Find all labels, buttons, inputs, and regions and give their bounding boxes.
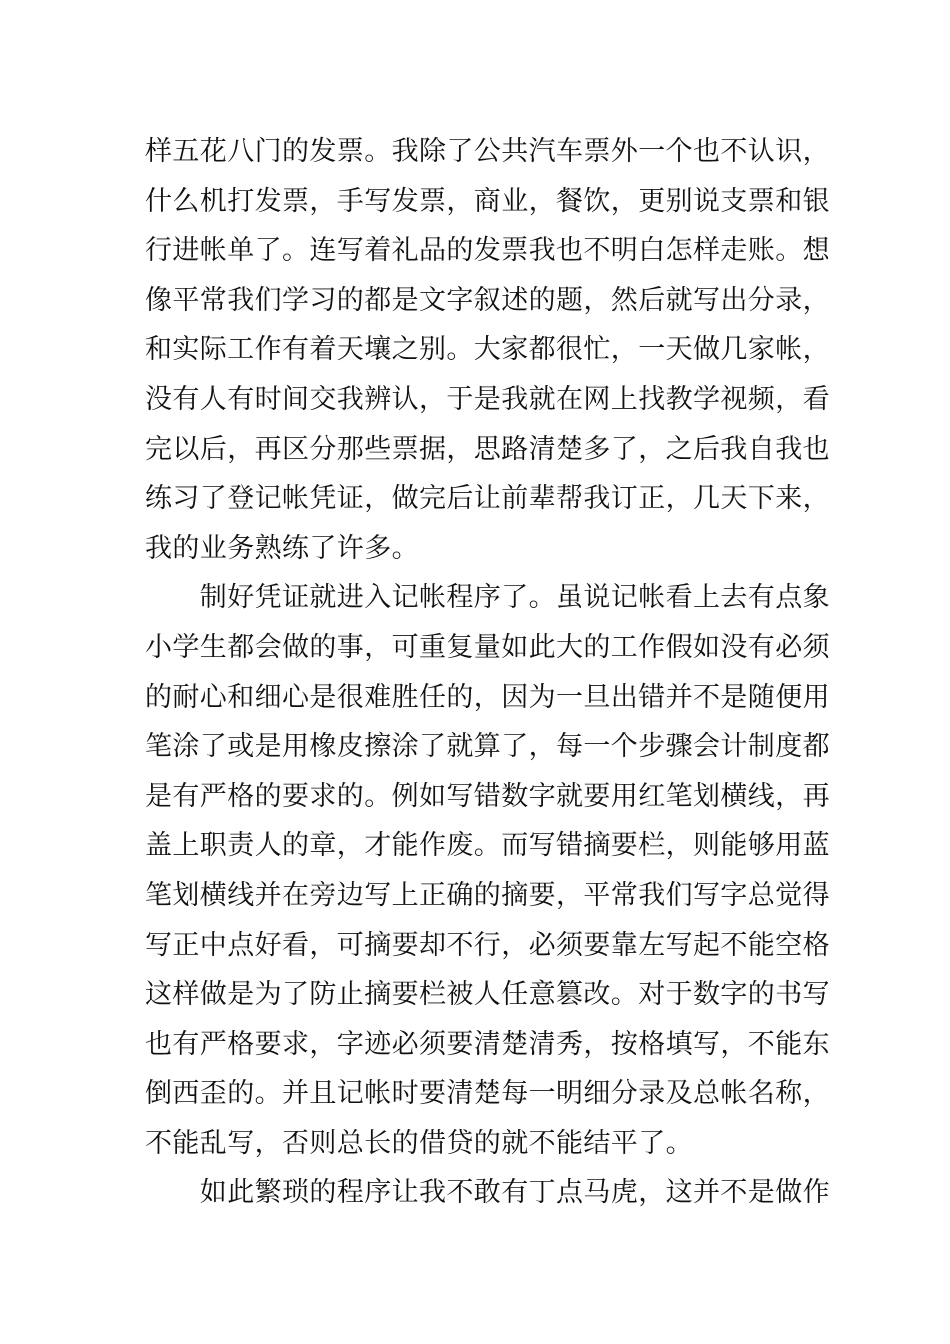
text-line: 笔划横线并在旁边写上正确的摘要，平常我们写字总觉得 (145, 879, 830, 911)
text-line: 的耐心和细心是很难胜任的，因为一旦出错并不是随便用 (145, 681, 830, 713)
text-line: 和实际工作有着天壤之别。大家都很忙，一天做几家帐， (145, 334, 830, 366)
text-line: 什么机打发票，手写发票，商业，餐饮，更别说支票和银 (145, 185, 830, 217)
text-line: 制好凭证就进入记帐程序了。虽说记帐看上去有点象 (145, 582, 830, 614)
text-line: 笔涂了或是用橡皮擦涂了就算了，每一个步骤会计制度都 (145, 731, 830, 763)
text-line: 也有严格要求，字迹必须要清楚清秀，按格填写，不能东 (145, 1028, 830, 1060)
text-line: 我的业务熟练了许多。 (145, 532, 419, 564)
text-line: 如此繁琐的程序让我不敢有丁点马虎，这并不是做作 (145, 1177, 830, 1209)
text-line: 样五花八门的发票。我除了公共汽车票外一个也不认识， (145, 136, 830, 167)
text-line: 盖上职责人的章，才能作废。而写错摘要栏，则能够用蓝 (145, 830, 830, 862)
text-line: 是有严格的要求的。例如写错数字就要用红笔划横线，再 (145, 780, 830, 812)
text-line: 练习了登记帐凭证，做完后让前辈帮我订正，几天下来， (145, 483, 830, 515)
text-line: 完以后，再区分那些票据，思路清楚多了，之后我自我也 (145, 433, 830, 465)
text-line: 这样做是为了防止摘要栏被人任意篡改。对于数字的书写 (145, 979, 830, 1011)
text-line: 小学生都会做的事，可重复量如此大的工作假如没有必须 (145, 631, 830, 663)
body-text (145, 127, 830, 1218)
text-line: 像平常我们学习的都是文字叙述的题，然后就写出分录， (145, 284, 830, 316)
text-line: 行进帐单了。连写着礼品的发票我也不明白怎样走账。想 (145, 235, 830, 267)
text-line: 不能乱写，否则总长的借贷的就不能结平了。 (145, 1127, 693, 1159)
text-line: 倒西歪的。并且记帐时要清楚每一明细分录及总帐名称， (145, 1078, 830, 1110)
text-line: 写正中点好看，可摘要却不行，必须要靠左写起不能空格 (145, 929, 830, 961)
text-line: 没有人有时间交我辨认，于是我就在网上找教学视频，看 (145, 383, 830, 415)
